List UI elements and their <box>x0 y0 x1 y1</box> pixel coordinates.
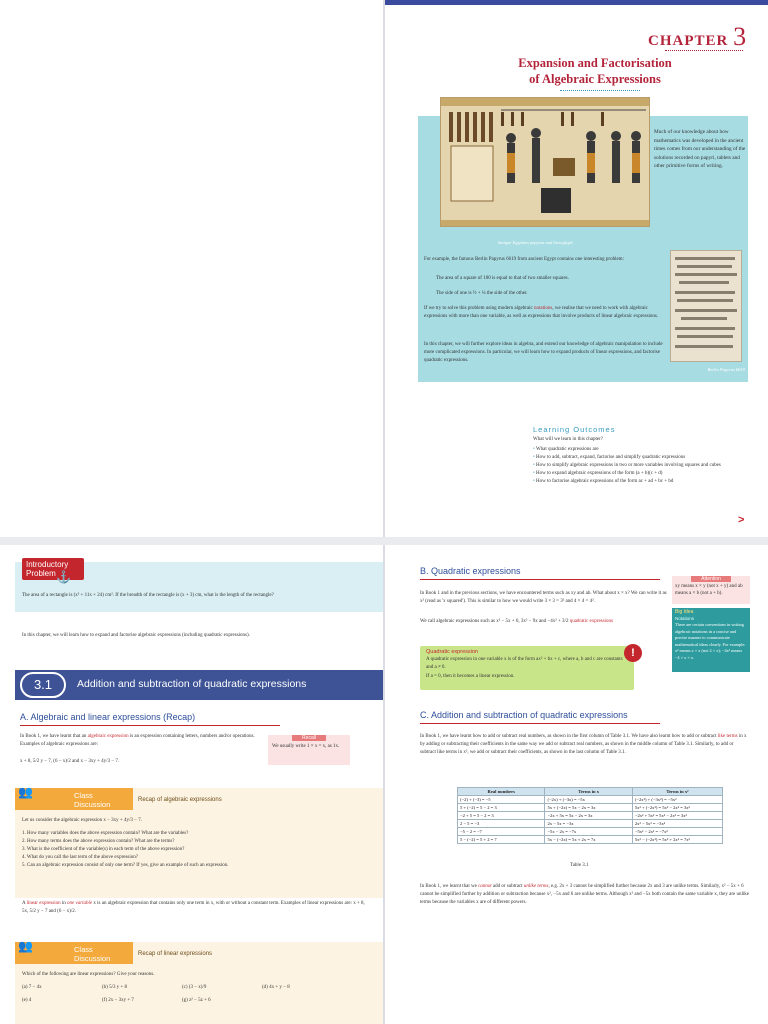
section-c-para-2: In Book 1, we learnt that we cannot add or subtract unlike terms, e.g. 2x + 3 cannot be simplified further because 2x and 3 are unlike terms. Similarly, x² − 5x + 6 cannot be simplified further by addition or subtraction because x², −5x and 6 are unlike terms. Although x² and −5x both contain the same variable x, they are unlike terms because the variables x are of different powers. <box>420 884 749 905</box>
intro-problem-text: The area of a rectangle is (x² + 11x + 24) cm². If the breadth of the rectangle is (x + 3) cm, what is the length of the rectangle? <box>22 593 274 598</box>
papyrus-caption: Antique Egyptian papyrus and hieroglyph <box>497 240 573 245</box>
intro-para-3: In this chapter, we will further explore ideas in algebra, and extend our knowledge of algebraic manipulation to include more complicated expressions. In particular, we will learn how to expand products of linear expressions, and factorise quadratic expressions. <box>424 342 663 363</box>
big-idea-text: There are certain conventions in writing algebraic notations in a concise and precise manner to communicate mathematical ideas clearly. For example: x² means x × x (not 2 × x); −4x² means −4 × x × x. <box>675 622 746 660</box>
table-cell: 2x − 5x = −3x <box>545 820 632 828</box>
outcome-item: • How to add, subtract, expand, factorise and simplify quadratic expressions <box>533 455 686 460</box>
class-discussion-2-question: Which of the following are linear expressions? Give your reasons. <box>22 972 155 977</box>
section-a-heading: A. Algebraic and linear expressions (Recap) <box>20 712 196 722</box>
berlin-caption: Berlin Papyrus 6619 <box>707 367 745 372</box>
option-item: (b) 5/3 y + 8 <box>102 985 128 990</box>
learning-outcomes-title: Learning Outcomes <box>533 425 616 434</box>
warning-icon: ! <box>624 644 642 662</box>
outcome-item: • How to factorise algebraic expressions of the form ac + ad + bc + bd <box>533 479 674 484</box>
section-a-para: In Book 1, we have learnt that an algebraic expression is an expression containing letters, numbers and/or operations. Examples of algebraic expressions are: <box>20 734 255 747</box>
outcome-item: • What quadratic expressions are <box>533 447 599 452</box>
table-header: Terms in x <box>545 788 632 796</box>
intro-problem-2: The side of one is ½ + ¼ the side of the other. <box>436 291 528 296</box>
title-rule <box>560 90 640 91</box>
chapter-rule <box>665 50 743 51</box>
discussion-question: 5. Can an algebraic expression consist of only one term? If yes, give an example of such an expression. <box>22 863 229 868</box>
table-cell: (−2x) + (−3x) = −5x <box>545 796 632 804</box>
discussion-question: 1. How many variables does the above expression contain? What are the variables? <box>22 831 189 836</box>
discussion-options-row-1 <box>22 984 362 992</box>
table-cell: 5x² + (−2x²) = 5x² − 2x² = 3x² <box>632 804 722 812</box>
table-cell: (−2) + (−3) = −5 <box>458 796 545 804</box>
anchor-icon: ⚓ <box>56 570 71 584</box>
table-cell: 5x² − (−2x²) = 5x² + 2x² = 7x² <box>632 836 722 844</box>
class-discussion-2-title: Recap of linear expressions <box>138 951 213 957</box>
table-cell: (−2x²) + (−3x²) = −5x² <box>632 796 722 804</box>
table-cell: 5 − (−2) = 5 + 2 = 7 <box>458 836 545 844</box>
linear-expression-definition: A linear expression in one variable x is an algebraic expression that contains only one term in x, with or without a constant term. Examples of linear expressions are: x + 8, 5x, 5/2 y − 7 and (6 − x)/2. <box>22 901 365 914</box>
option-item: (g) z² − 5z + 6 <box>182 998 211 1003</box>
page-gutter-horizontal <box>0 537 768 545</box>
attention-text: xy means x × y (not x + y) and ab means a × b (not a + b). <box>675 584 743 596</box>
next-page-arrow-icon[interactable]: > <box>738 514 745 526</box>
chapter-label: CHAPTER 3 <box>648 22 748 51</box>
intro-example: For example, the famous Berlin Papyrus 6619 from ancient Egypt contains one interesting problem: <box>424 257 624 262</box>
table-row <box>458 812 723 820</box>
discussion-question: 2. How many terms does the above expression contain? What are the terms? <box>22 839 175 844</box>
table-header: Terms in x² <box>632 788 722 796</box>
class-discussion-1-questions <box>22 830 372 870</box>
section-c-para: In Book 1, we have learnt how to add or subtract real numbers, as shown in the first column of Table 3.1. We have also learnt how to add or subtract like terms in x by adding or subtracting their coefficients in the same way we add or subtract real numbers, as shown in the middle column of Table 3.1. Similarly, to add or subtract like terms in x², we add or subtract their coefficients, as shown in the last column of Table 3.1. <box>420 734 747 755</box>
option-item: (c) (3 − x)/9 <box>182 985 207 990</box>
outcome-item: • How to expand algebraic expressions of the form (a + b)(c + d) <box>533 471 663 476</box>
learning-outcomes-list <box>533 446 753 486</box>
attention-box <box>672 576 750 604</box>
page-top-left <box>0 0 383 537</box>
students-icon: 👥 <box>18 785 33 799</box>
table-row <box>458 804 723 812</box>
recall-text: We usually write 1 × x = x, as 1x. <box>272 744 340 749</box>
intro-box-text: Much of our knowledge about how mathematics was developed in the ancient times comes from our understanding of the solutions recorded on papyri, tablets and other primitive forms of writing. <box>654 129 746 169</box>
intro-problem-follow: In this chapter, we will learn how to expand and factorise algebraic expressions (including quadratic expressions). <box>22 633 250 638</box>
table-cell: −5x² − 2x² = −7x² <box>632 828 722 836</box>
section-b-heading: B. Quadratic expressions <box>420 566 521 576</box>
egyptian-papyrus-image <box>440 97 650 227</box>
discussion-question: 4. What do you call the last term of the above expression? <box>22 855 138 860</box>
attention-label: Attention <box>691 576 731 582</box>
quadratic-box-title: Quadratic expression <box>426 649 478 655</box>
quadratic-box-note: If a = 0, then it becomes a linear expression. <box>426 674 515 679</box>
section-title: Addition and subtraction of quadratic expressions <box>77 678 307 690</box>
table-row <box>458 828 723 836</box>
big-idea-subtitle: Notations <box>675 616 695 621</box>
quadratic-box-text: A quadratic expression in one variable x is of the form ax² + bx + c, where a, b and c are constants and a ≠ 0. <box>426 657 623 670</box>
table-cell: 5x + (−2x) = 5x − 2x = 3x <box>545 804 632 812</box>
table-header: Real numbers <box>458 788 545 796</box>
option-item: (e) 4 <box>22 998 32 1003</box>
section-b-para-1: In Book 1 and in the previous sections, we have encountered terms such as xy and ab. What about x × x? We can write it as x² (read as 'x squared'). This is similar to how we would write 3 × 3 = 3² and 4 × 4 = 4². <box>420 591 667 604</box>
table-cell: 2x² − 5x² = −3x² <box>632 820 722 828</box>
table-cell: −5x − 2x = −7x <box>545 828 632 836</box>
section-c-heading: C. Addition and subtraction of quadratic expressions <box>420 710 628 720</box>
option-item: (d) 4x + y − 8 <box>262 985 290 990</box>
chapter-number: 3 <box>733 22 748 51</box>
option-item: (f) 2x − 3xy + 7 <box>102 998 134 1003</box>
section-c-rule <box>420 723 660 724</box>
chapter-top-bar <box>385 0 768 5</box>
table-cell: −2 + 5 = 5 − 2 = 3 <box>458 812 545 820</box>
intro-para-2: If we try to solve this problem using modern algebraic notations, we realise that we need to work with algebraic expressions with more than one variable, as well as expressions that involve products of linear algebraic expressions. <box>424 306 659 319</box>
class-discussion-1-badge: Class Discussion <box>74 791 111 809</box>
discussion-options-row-2 <box>22 997 362 1005</box>
students-icon: 👥 <box>18 939 33 953</box>
recall-label: Recall <box>292 735 326 741</box>
introductory-problem-badge: Introductory Problem <box>22 558 84 580</box>
table-3-1 <box>457 787 723 844</box>
intro-problem-1: The area of a square of 100 is equal to that of two smaller squares. <box>436 276 569 281</box>
table-cell: −2x + 5x = 5x − 2x = 3x <box>545 812 632 820</box>
quadratic-definition-box <box>420 646 634 690</box>
section-a-rule <box>20 725 280 726</box>
table-caption: Table 3.1 <box>570 863 589 868</box>
big-idea-box <box>672 608 750 672</box>
table-cell: 5x − (−2x) = 5x + 2x = 7x <box>545 836 632 844</box>
table-cell: 5 + (−2) = 5 − 2 = 3 <box>458 804 545 812</box>
outcome-item: • How to simplify algebraic expressions in two or more variables involving squares and cubes <box>533 463 721 468</box>
table-row <box>458 820 723 828</box>
option-item: (a) 7 − 4x <box>22 985 42 990</box>
big-idea-label: Big Idea <box>675 609 694 615</box>
section-b-para-2: We call algebraic expressions such as x² − 5x + 6, 3x² − 9x and −4x² + 3/2 quadratic expressions <box>420 619 613 624</box>
berlin-papyrus-image <box>670 250 742 362</box>
recall-box <box>268 735 350 765</box>
table-row <box>458 836 723 844</box>
learning-outcomes-question: What will we learn in this chapter? <box>533 437 603 442</box>
class-discussion-1-consider: Let us consider the algebraic expression x − 3xy + 4y/3 − 7. <box>22 818 142 823</box>
class-discussion-1-title: Recap of algebraic expressions <box>138 797 222 803</box>
table-cell: 2 − 5 = −3 <box>458 820 545 828</box>
section-b-rule <box>420 579 660 580</box>
table-row <box>458 796 723 804</box>
chapter-title: Expansion and Factorisation of Algebraic Expressions <box>518 56 672 86</box>
table-cell: −5 − 2 = −7 <box>458 828 545 836</box>
section-number: 3.1 <box>20 672 66 698</box>
section-a-examples: x + 8, 5/2 y − 7, (6 − x)/2 and x − 3xy + 4y/3 − 7. <box>20 759 120 764</box>
page-gutter-vertical <box>383 0 385 1024</box>
class-discussion-2-badge: Class Discussion <box>74 945 111 963</box>
discussion-question: 3. What is the coefficient of the variable(s) in each term of the above expression? <box>22 847 185 852</box>
table-cell: −2x² + 5x² = 5x² − 2x² = 3x² <box>632 812 722 820</box>
